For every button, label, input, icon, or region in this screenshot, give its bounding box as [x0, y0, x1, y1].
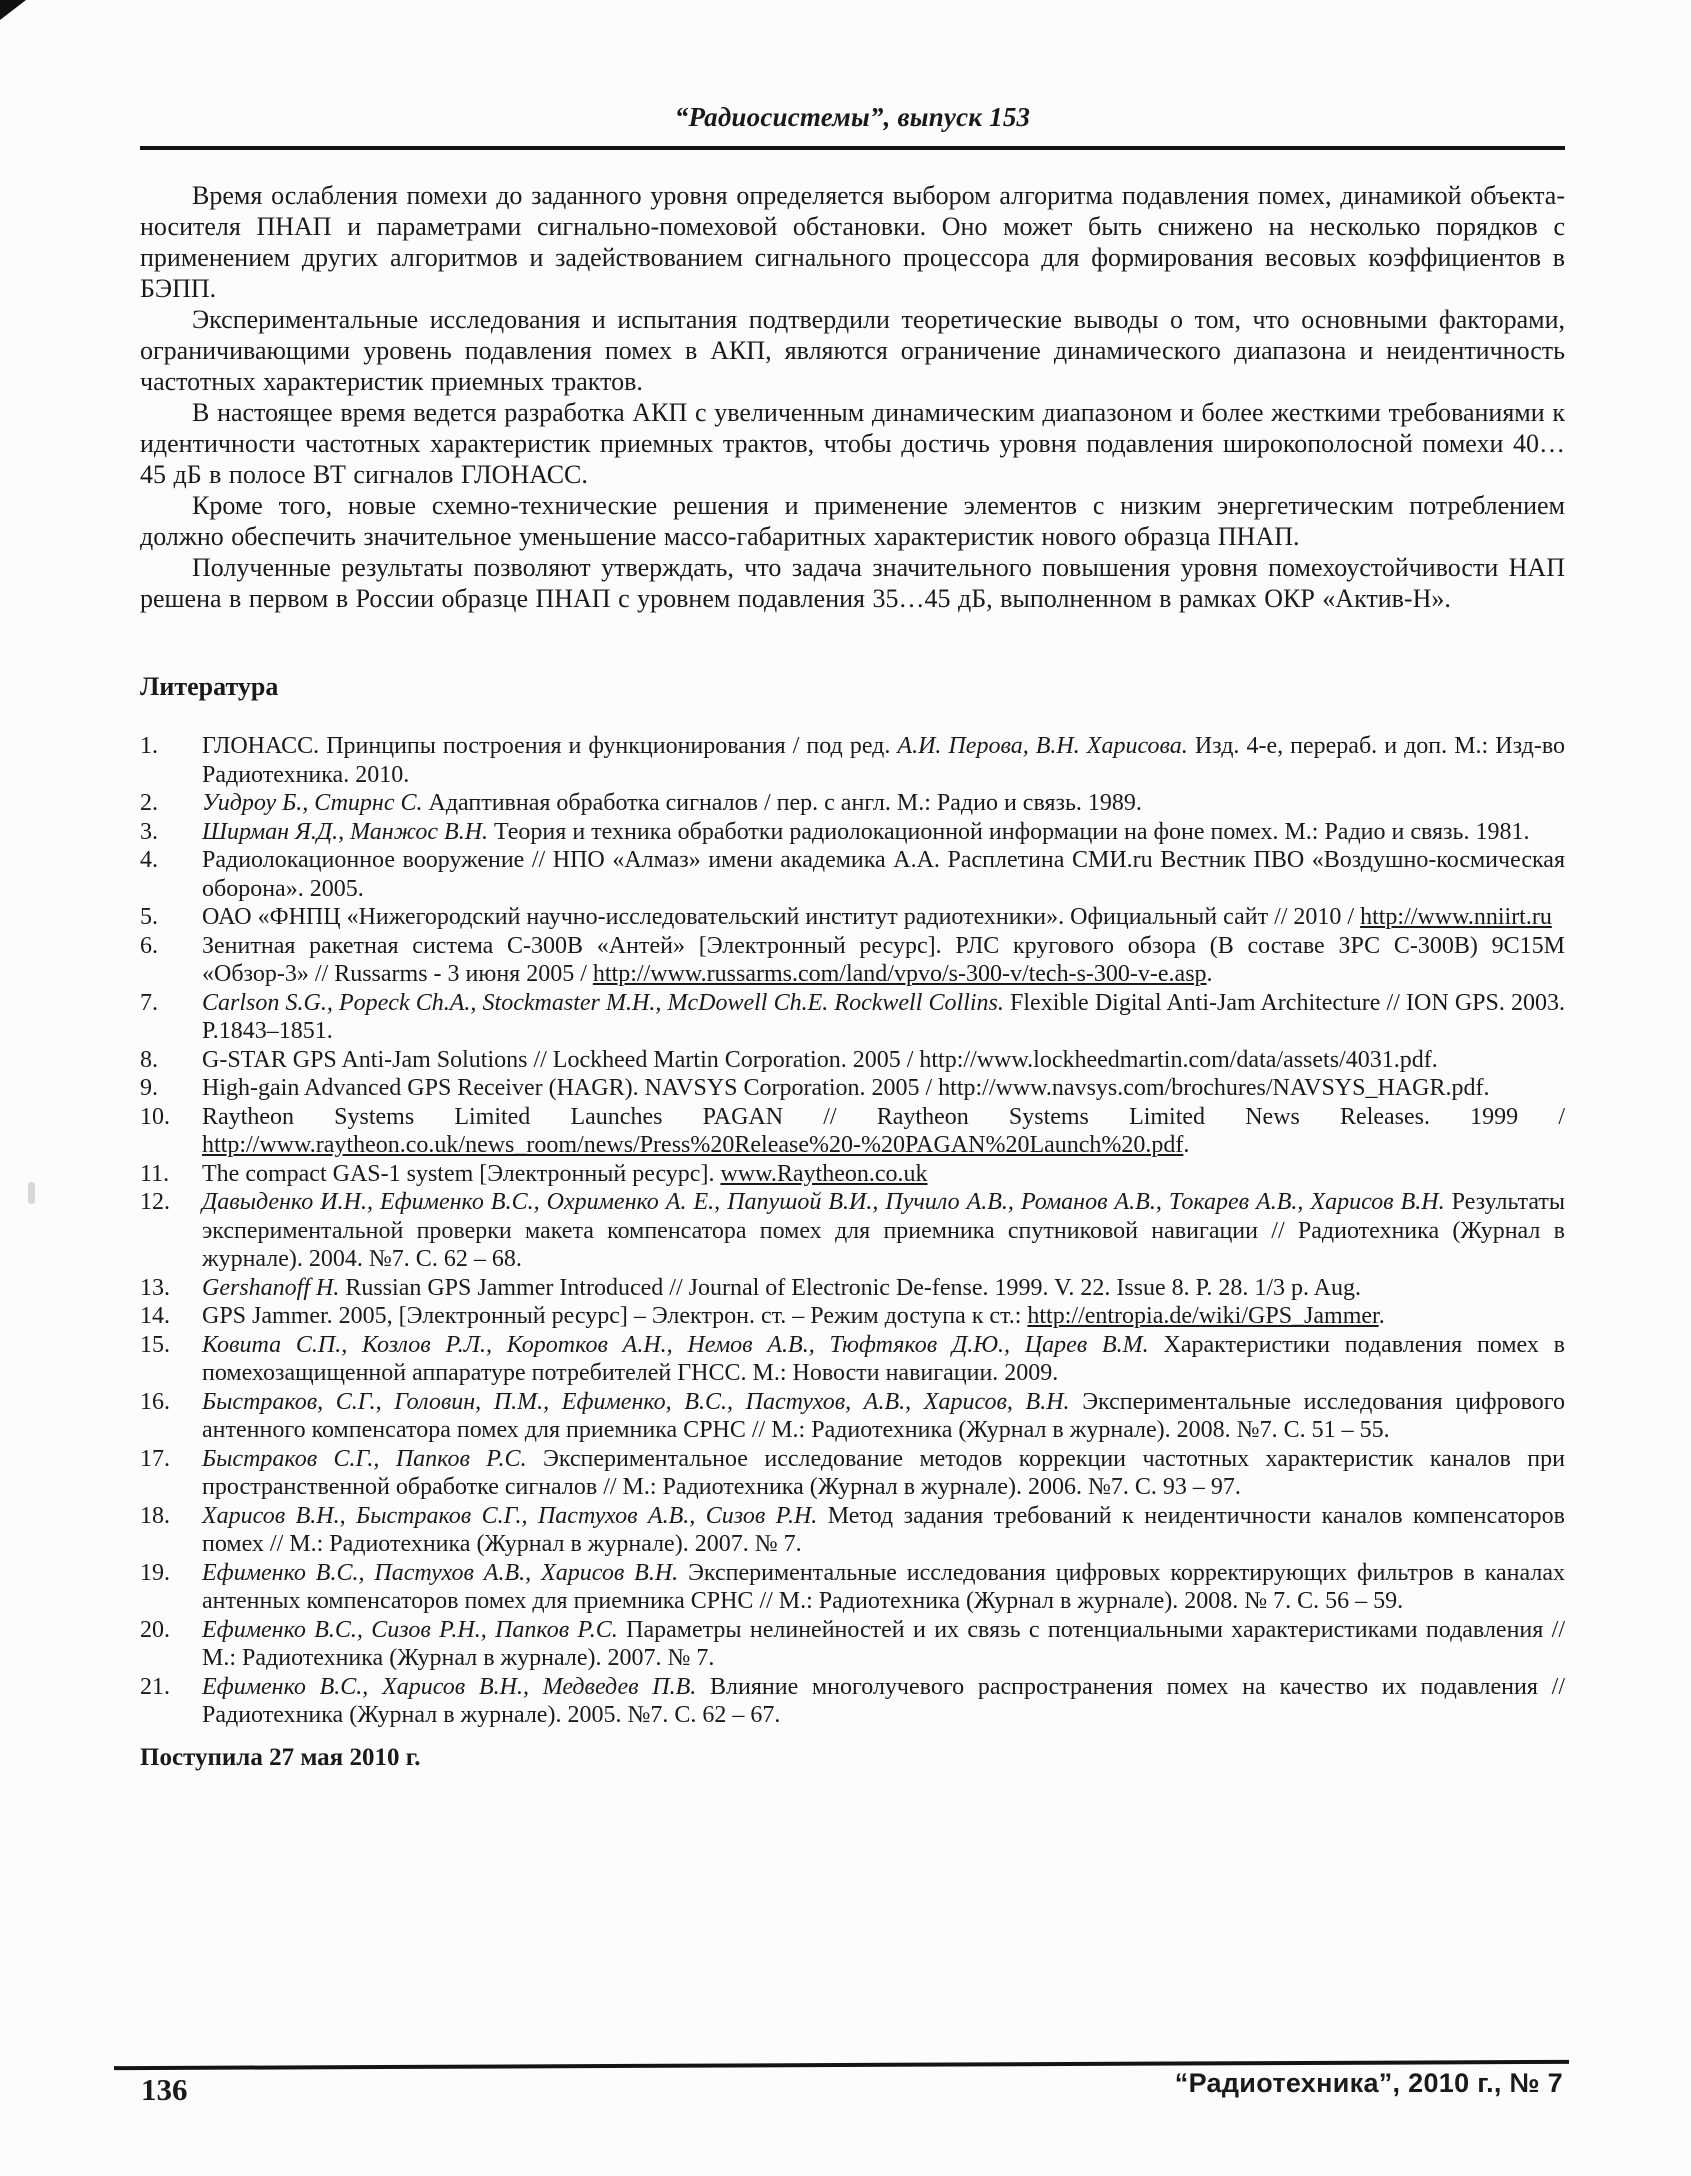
scan-artifact-corner: [0, 0, 26, 20]
reference-number: 1.: [140, 733, 158, 759]
reference-item: [140, 1445, 1565, 1502]
reference-text: Ширман Я.Д., Манжос В.Н. Теория и техника обработки радиолокационной информации на фоне помех. М.: Радио и связь. 1981.: [202, 818, 1530, 845]
reference-number: 10.: [140, 1103, 170, 1130]
reference-number: 3.: [140, 818, 158, 845]
reference-item: [140, 1388, 1565, 1445]
body-paragraph: Кроме того, новые схемно-технические решения и применение элементов с низким энергетическим потреблением должно обеспечить значительное уменьшение массо-габаритных характеристик нового образца ПНАП.: [140, 491, 1565, 551]
reference-number: 2.: [140, 790, 158, 816]
reference-item: [140, 732, 1565, 789]
reference-item: [140, 1559, 1565, 1616]
reference-text: ГЛОНАСС. Принципы построения и функционирования / под ред. А.И. Перова, В.Н. Харисова. Изд. 4-е, перераб. и доп. М.: Изд-во Радиотехника. 2010.: [202, 733, 1565, 788]
reference-item: [140, 989, 1565, 1046]
body-paragraph: Время ослабления помехи до заданного уровня определяется выбором алгоритма подавления помех, динамикой объекта-носителя ПНАП и параметрами сигнально-помеховой обстановки. Оно может быть снижено на несколько порядков с применением других алгоритмов и задействованием сигнального процессора для формирования весовых коэффициентов в БЭПП.: [140, 181, 1565, 303]
body-paragraph: Экспериментальные исследования и испытания подтвердили теоретические выводы о том, что основными факторами, ограничивающими уровень подавления помех в АКП, являются ограничение динамического диапазона и неидентичность частотных характеристик приемных трактов.: [140, 305, 1565, 396]
reference-url: http://www.russarms.com/land/vpvo/s-300-v/tech-s-300-v-e.asp: [592, 961, 1207, 987]
reference-text: Ковита С.П., Козлов Р.Л., Коротков А.Н., Немов А.В., Тюфтяков Д.Ю., Царев В.М. Характеристики подавления помех в помехозащищенной аппаратуре потребителей ГНСС. М.: Новости навигации. 2009.: [202, 1331, 1565, 1386]
reference-number: 21.: [140, 1673, 170, 1700]
reference-item: [140, 903, 1565, 932]
reference-item: [140, 1188, 1565, 1274]
body-paragraph: Полученные результаты позволяют утверждать, что задача значительного повышения уровня помехоустойчивости НАП решена в первом в России образце ПНАП с уровнем подавления 35…45 дБ, выполненном в рамках ОКР «Актив-Н».: [140, 553, 1565, 613]
reference-text: ОАО «ФНПЦ «Нижегородский научно-исследовательский институт радиотехники». Официальный сайт // 2010 / http://www.nniirt.ru: [202, 904, 1552, 930]
page-content: [140, 0, 1565, 1772]
reference-text: Уидроу Б., Стирнс С. Адаптивная обработка сигналов / пер. с англ. М.: Радио и связь. 1989.: [202, 790, 1142, 816]
reference-text: GPS Jammer. 2005, [Электронный ресурс] – Электрон. ст. – Режим доступа к ст.: http://entropia.de/wiki/GPS_Jammer.: [202, 1303, 1385, 1329]
reference-number: 6.: [140, 932, 158, 959]
reference-item: [140, 1331, 1565, 1388]
reference-text: Быстраков, С.Г., Головин, П.М., Ефименко, В.С., Пастухов, А.В., Харисов, В.Н. Экспериментальные исследования цифрового антенного компенсатора помех для приемника СРНС // М.: Радиотехника (Журнал в журнале). 2008. №7. С. 51 – 55.: [202, 1388, 1565, 1443]
reference-item: [140, 1673, 1565, 1730]
reference-number: 4.: [140, 847, 158, 873]
reference-text: Gershanoff H. Russian GPS Jammer Introduced // Journal of Electronic De-fense. 1999. V. 22. Issue 8. P. 28. 1/3 p. Aug.: [202, 1274, 1362, 1301]
reference-number: 19.: [140, 1559, 170, 1586]
journal-header-title: “Радиосистемы”, выпуск 153: [674, 102, 1031, 132]
reference-url: http://entropia.de/wiki/GPS_Jammer: [1027, 1303, 1379, 1329]
received-note: Поступила 27 мая 2010 г.: [140, 1743, 421, 1771]
reference-number: 15.: [140, 1331, 170, 1358]
reference-number: 9.: [140, 1075, 158, 1101]
reference-text: Давыденко И.Н., Ефименко В.С., Охрименко А. Е., Папушой В.И., Пучило А.В., Романов А.В., Токарев А.В., Харисов В.Н. Результаты экспериментальной проверки макета компенсатора помех для приемника спутниковой навигации // Радиотехника (Журнал в журнале). 2004. №7. С. 62 – 68.: [202, 1189, 1565, 1272]
body-paragraph: В настоящее время ведется разработка АКП с увеличенным динамическим диапазоном и более жесткими требованиями к идентичности частотных характеристик приемных трактов, чтобы достичь уровня подавления широкополосной помехи 40…45 дБ в полосе ВТ сигналов ГЛОНАСС.: [140, 398, 1565, 489]
reference-item: [140, 1502, 1565, 1559]
reference-text: Зенитная ракетная система С-300В «Антей» [Электронный ресурс]. РЛС кругового обзора (В составе ЗРС С-300В) 9С15М «Обзор-3» // Russarms - 3 июня 2005 / http://www.russarms.com/land/vpvo/s-300-v/tech-s-300-v-e.asp.: [202, 932, 1565, 987]
reference-number: 13.: [140, 1274, 170, 1301]
header-rule: [140, 146, 1565, 150]
reference-text: Raytheon Systems Limited Launches PAGAN // Raytheon Systems Limited News Releases. 1999 / http://www.raytheon.co.uk/news_room/news/Press%20Release%20-%20PAGAN%20Launch%20.pdf.: [202, 1103, 1565, 1158]
reference-url: http://www.nniirt.ru: [1360, 904, 1552, 930]
reference-number: 20.: [140, 1616, 170, 1643]
reference-text: Ефименко В.С., Харисов В.Н., Медведев П.В. Влияние многолучевого распространения помех на качество их подавления // Радиотехника (Журнал в журнале). 2005. №7. С. 62 – 67.: [202, 1673, 1565, 1728]
reference-number: 18.: [140, 1502, 170, 1529]
reference-item: [140, 1160, 1565, 1189]
reference-number: 5.: [140, 904, 158, 930]
reference-url: http://www.raytheon.co.uk/news_room/news/Press%20Release%20-%20PAGAN%20Launch%20.pdf: [202, 1132, 1184, 1158]
reference-item: [140, 1046, 1565, 1075]
reference-item: [140, 1302, 1565, 1331]
reference-number: 17.: [140, 1445, 170, 1472]
article-body: [140, 180, 1565, 614]
reference-text: High-gain Advanced GPS Receiver (HAGR). NAVSYS Corporation. 2005 / http://www.navsys.com/brochures/NAVSYS_HAGR.pdf.: [202, 1075, 1490, 1101]
reference-item: [140, 1103, 1565, 1160]
reference-text: G-STAR GPS Anti-Jam Solutions // Lockheed Martin Corporation. 2005 / http://www.lockheedmartin.com/data/assets/4031.pdf.: [202, 1046, 1438, 1073]
page-number: 136: [141, 2072, 188, 2107]
reference-text: Быстраков С.Г., Папков Р.С. Экспериментальное исследование методов коррекции частотных характеристик каналов при пространственной обработке сигналов // М.: Радиотехника (Журнал в журнале). 2006. №7. С. 93 – 97.: [202, 1445, 1565, 1500]
footer-journal-ref: “Радиотехника”, 2010 г., № 7: [1174, 2068, 1563, 2098]
reference-number: 12.: [140, 1189, 170, 1215]
reference-text: Carlson S.G., Popeck Ch.A., Stockmaster M.H., McDowell Ch.E. Rockwell Collins. Flexible Digital Anti-Jam Architecture // ION GPS. 2003. P.1843–1851.: [202, 989, 1566, 1044]
reference-text: Харисов В.Н., Быстраков С.Г., Пастухов А.В., Сизов Р.Н. Метод задания требований к неидентичности каналов компенсаторов помех // М.: Радиотехника (Журнал в журнале). 2007. № 7.: [202, 1502, 1565, 1557]
reference-item: [140, 1074, 1565, 1103]
reference-item: [140, 846, 1565, 903]
reference-text: Ефименко В.С., Пастухов А.В., Харисов В.Н. Экспериментальные исследования цифровых корректирующих фильтров в каналах антенных компенсаторов помех для приемника СРНС // М.: Радиотехника (Журнал в журнале). 2008. № 7. С. 56 – 59.: [202, 1559, 1565, 1614]
reference-item: [140, 932, 1565, 989]
reference-item: [140, 1616, 1565, 1673]
reference-number: 16.: [140, 1388, 170, 1415]
reference-url: www.Raytheon.co.uk: [720, 1160, 928, 1187]
reference-text: Радиолокационное вооружение // НПО «Алмаз» имени академика А.А. Расплетина СМИ.ru Вестник ПВО «Воздушно-космическая оборона». 2005.: [202, 847, 1565, 902]
scan-artifact-edge: [28, 1182, 35, 1204]
reference-item: [140, 818, 1565, 847]
reference-text: Ефименко В.С., Сизов Р.Н., Папков Р.С. Параметры нелинейностей и их связь с потенциальными характеристиками подавления // М.: Радиотехника (Журнал в журнале). 2007. № 7.: [202, 1616, 1566, 1671]
reference-item: [140, 789, 1565, 818]
reference-number: 14.: [140, 1303, 170, 1329]
reference-item: [140, 1274, 1565, 1303]
reference-text: The compact GAS-1 system [Электронный ресурс]. www.Raytheon.co.uk: [202, 1160, 928, 1187]
reference-number: 8.: [140, 1046, 158, 1073]
reference-number: 11.: [140, 1160, 170, 1187]
reference-list: [140, 732, 1565, 1730]
literature-heading: Литература: [140, 672, 279, 701]
reference-number: 7.: [140, 989, 158, 1016]
